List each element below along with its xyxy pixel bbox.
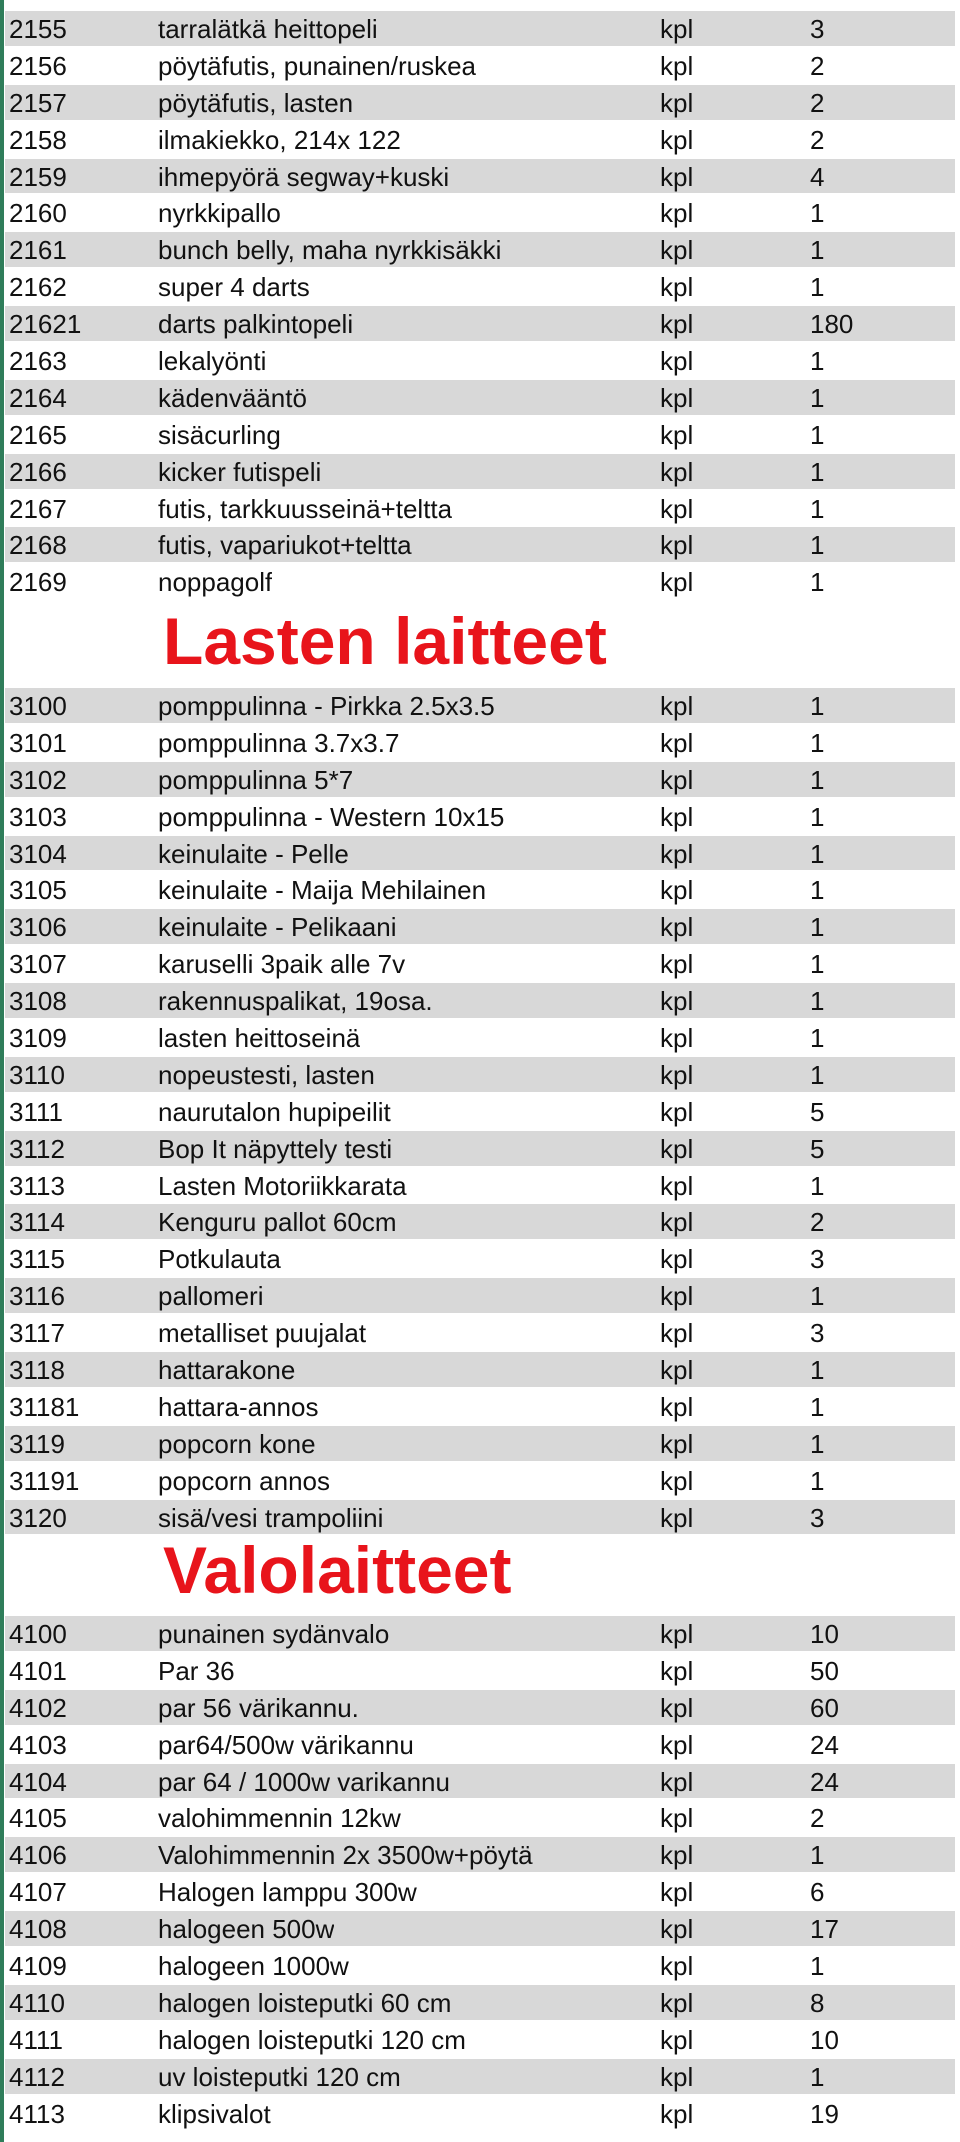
item-unit: kpl	[660, 124, 694, 155]
table-row	[5, 1688, 955, 1725]
item-quantity: 1	[810, 493, 825, 524]
table-row	[5, 1055, 955, 1092]
item-unit: kpl	[660, 949, 694, 980]
table-row	[5, 723, 955, 760]
item-quantity: 5	[810, 1133, 825, 1164]
item-code: 3112	[9, 1133, 65, 1164]
item-unit: kpl	[660, 838, 694, 869]
item-unit: kpl	[660, 1207, 694, 1238]
table-row	[5, 870, 955, 907]
item-quantity: 1	[810, 272, 825, 303]
table-row	[5, 1239, 955, 1276]
table-row	[5, 944, 955, 981]
item-code: 3111	[9, 1096, 63, 1127]
section-valolaitteet	[5, 1614, 955, 2130]
item-quantity: 4	[810, 161, 825, 192]
item-name: rakennuspalikat, 19osa.	[158, 986, 433, 1017]
table-row	[5, 1387, 955, 1424]
item-code: 2164	[9, 382, 67, 413]
item-unit: kpl	[660, 1355, 694, 1386]
item-quantity: 5	[810, 1096, 825, 1127]
item-name: pomppulinna 3.7x3.7	[158, 727, 400, 758]
item-unit: kpl	[660, 1170, 694, 1201]
item-code: 3101	[9, 727, 67, 758]
item-name: lekalyönti	[158, 346, 267, 377]
item-quantity: 1	[810, 1355, 825, 1386]
item-code: 3108	[9, 986, 67, 1017]
item-quantity: 24	[810, 1766, 839, 1797]
table-row	[5, 1461, 955, 1498]
table-row	[5, 1276, 955, 1313]
item-code: 2156	[9, 50, 67, 81]
item-name: Par 36	[158, 1655, 235, 1686]
item-code: 2165	[9, 419, 67, 450]
item-quantity: 1	[810, 530, 825, 561]
item-code: 2163	[9, 346, 67, 377]
item-code: 3120	[9, 1502, 67, 1533]
item-quantity: 8	[810, 1987, 825, 2018]
table-row	[5, 1166, 955, 1203]
item-name: naurutalon hupipeilit	[158, 1096, 391, 1127]
item-code: 3109	[9, 1023, 67, 1054]
item-name: karuselli 3paik alle 7v	[158, 949, 406, 980]
item-unit: kpl	[660, 1096, 694, 1127]
item-unit: kpl	[660, 567, 694, 598]
item-name: hattarakone	[158, 1355, 296, 1386]
item-quantity: 24	[810, 1729, 839, 1760]
item-unit: kpl	[660, 346, 694, 377]
table-row	[5, 1946, 955, 1983]
item-quantity: 1	[810, 986, 825, 1017]
table-row	[5, 1424, 955, 1461]
item-code: 4113	[9, 2098, 65, 2129]
table-row	[5, 760, 955, 797]
table-row	[5, 341, 955, 378]
table-row	[5, 981, 955, 1018]
item-name: pomppulinna - Pirkka 2.5x3.5	[158, 691, 495, 721]
item-unit: kpl	[660, 1803, 694, 1834]
table-row	[5, 1614, 955, 1651]
item-code: 31181	[9, 1391, 80, 1422]
item-quantity: 1	[810, 912, 825, 943]
item-code: 4101	[9, 1655, 67, 1686]
item-quantity: 1	[810, 419, 825, 450]
item-unit: kpl	[660, 2098, 694, 2129]
item-name: hattara-annos	[158, 1391, 319, 1422]
item-code: 3118	[9, 1355, 65, 1386]
item-code: 3102	[9, 764, 67, 795]
item-quantity: 2	[810, 124, 825, 155]
item-code: 3110	[9, 1059, 65, 1090]
item-unit: kpl	[660, 1391, 694, 1422]
section-heading-valolaitteet: Valolaitteet	[163, 1533, 512, 1607]
item-unit: kpl	[660, 1951, 694, 1982]
item-code: 2160	[9, 198, 67, 229]
item-unit: kpl	[660, 727, 694, 758]
item-unit: kpl	[660, 986, 694, 1017]
table-row	[5, 1798, 955, 1835]
item-quantity: 1	[810, 2061, 825, 2092]
table-row	[5, 1835, 955, 1872]
item-name: halogen loisteputki 60 cm	[158, 1987, 452, 2018]
item-name: Bop It näpyttely testi	[158, 1133, 393, 1164]
item-quantity: 1	[810, 1428, 825, 1459]
item-unit: kpl	[660, 1840, 694, 1871]
item-quantity: 1	[810, 801, 825, 832]
section-lasten-laitteet	[5, 686, 955, 1534]
item-name: tarralätkä heittopeli	[158, 14, 378, 44]
item-unit: kpl	[660, 1244, 694, 1275]
table-row	[5, 907, 955, 944]
item-name: keinulaite - Maija Mehilainen	[158, 875, 487, 906]
item-quantity: 180	[810, 309, 854, 340]
item-quantity: 10	[810, 1619, 839, 1649]
item-name: nyrkkipallo	[158, 198, 281, 229]
item-name: par64/500w värikannu	[158, 1729, 414, 1760]
item-code: 3104	[9, 838, 67, 869]
item-unit: kpl	[660, 912, 694, 943]
item-name: kicker futispeli	[158, 456, 322, 487]
table-row	[5, 834, 955, 871]
item-name: nopeustesti, lasten	[158, 1059, 375, 1090]
item-unit: kpl	[660, 198, 694, 229]
item-name: lasten heittoseinä	[158, 1023, 361, 1054]
item-unit: kpl	[660, 235, 694, 266]
table-row	[5, 1202, 955, 1239]
section-games	[5, 9, 955, 599]
item-code: 3103	[9, 801, 67, 832]
item-code: 4112	[9, 2061, 65, 2092]
table-row	[5, 2057, 955, 2094]
item-unit: kpl	[660, 801, 694, 832]
item-name: kädenvääntö	[158, 382, 307, 413]
table-row	[5, 9, 955, 46]
table-row	[5, 1651, 955, 1688]
left-border-rule	[0, 0, 4, 2142]
table-row	[5, 686, 955, 723]
item-code: 4108	[9, 1914, 67, 1945]
item-unit: kpl	[660, 1877, 694, 1908]
item-name: pomppulinna - Western 10x15	[158, 801, 505, 832]
item-unit: kpl	[660, 1692, 694, 1723]
item-quantity: 1	[810, 1951, 825, 1982]
item-unit: kpl	[660, 161, 694, 192]
item-unit: kpl	[660, 14, 694, 44]
section-heading-lasten-laitteet: Lasten laitteet	[163, 604, 607, 678]
item-quantity: 50	[810, 1655, 839, 1686]
item-name: noppagolf	[158, 567, 273, 598]
item-unit: kpl	[660, 1987, 694, 2018]
item-quantity: 1	[810, 1170, 825, 1201]
item-name: keinulaite - Pelle	[158, 838, 349, 869]
item-code: 2159	[9, 161, 67, 192]
table-row	[5, 1983, 955, 2020]
item-quantity: 3	[810, 1318, 825, 1349]
item-name: Valohimmennin 2x 3500w+pöytä	[158, 1840, 533, 1871]
item-code: 4105	[9, 1803, 67, 1834]
table-row	[5, 525, 955, 562]
item-unit: kpl	[660, 1619, 694, 1649]
item-quantity: 1	[810, 838, 825, 869]
item-code: 2166	[9, 456, 67, 487]
item-name: keinulaite - Pelikaani	[158, 912, 397, 943]
item-name: valohimmennin 12kw	[158, 1803, 401, 1834]
item-unit: kpl	[660, 1766, 694, 1797]
table-row	[5, 193, 955, 230]
item-quantity: 1	[810, 1465, 825, 1496]
table-row	[5, 267, 955, 304]
table-row	[5, 2020, 955, 2057]
item-quantity: 1	[810, 1281, 825, 1312]
item-quantity: 1	[810, 875, 825, 906]
item-name: uv loisteputki 120 cm	[158, 2061, 401, 2092]
table-row	[5, 1498, 955, 1535]
item-unit: kpl	[660, 2024, 694, 2055]
item-code: 3116	[9, 1281, 65, 1312]
item-quantity: 1	[810, 1059, 825, 1090]
item-unit: kpl	[660, 1465, 694, 1496]
item-name: popcorn kone	[158, 1428, 316, 1459]
item-code: 4102	[9, 1692, 67, 1723]
item-code: 4100	[9, 1619, 67, 1649]
table-row	[5, 1018, 955, 1055]
item-code: 2155	[9, 14, 67, 44]
item-quantity: 1	[810, 727, 825, 758]
item-unit: kpl	[660, 2061, 694, 2092]
item-unit: kpl	[660, 272, 694, 303]
item-name: pöytäfutis, lasten	[158, 87, 354, 118]
item-unit: kpl	[660, 1428, 694, 1459]
item-name: halogeen 1000w	[158, 1951, 349, 1982]
item-code: 4103	[9, 1729, 67, 1760]
item-code: 3117	[9, 1318, 65, 1349]
item-code: 4109	[9, 1951, 67, 1982]
item-name: super 4 darts	[158, 272, 310, 303]
item-quantity: 3	[810, 14, 825, 44]
item-quantity: 1	[810, 382, 825, 413]
item-unit: kpl	[660, 1133, 694, 1164]
item-code: 2157	[9, 87, 67, 118]
item-name: popcorn annos	[158, 1465, 331, 1496]
item-code: 2158	[9, 124, 67, 155]
item-quantity: 60	[810, 1692, 839, 1723]
item-name: futis, vapariukot+teltta	[158, 530, 412, 561]
item-unit: kpl	[660, 493, 694, 524]
item-name: par 56 värikannu.	[158, 1692, 359, 1723]
item-unit: kpl	[660, 309, 694, 340]
item-quantity: 2	[810, 1803, 825, 1834]
item-code: 4107	[9, 1877, 67, 1908]
item-name: ilmakiekko, 214x 122	[158, 124, 401, 155]
item-code: 3119	[9, 1428, 65, 1459]
item-name: pomppulinna 5*7	[158, 764, 354, 795]
item-code: 3114	[9, 1207, 65, 1238]
item-quantity: 17	[810, 1914, 839, 1945]
table-row	[5, 2094, 955, 2131]
item-name: bunch belly, maha nyrkkisäkki	[158, 235, 502, 266]
item-name: darts palkintopeli	[158, 309, 354, 340]
item-code: 3113	[9, 1170, 65, 1201]
table-row	[5, 46, 955, 83]
table-row	[5, 1725, 955, 1762]
table-row	[5, 378, 955, 415]
item-unit: kpl	[660, 456, 694, 487]
table-row	[5, 452, 955, 489]
item-unit: kpl	[660, 691, 694, 721]
item-quantity: 1	[810, 764, 825, 795]
table-row	[5, 83, 955, 120]
table-row	[5, 1909, 955, 1946]
item-quantity: 1	[810, 235, 825, 266]
item-unit: kpl	[660, 764, 694, 795]
item-unit: kpl	[660, 875, 694, 906]
item-unit: kpl	[660, 1502, 694, 1533]
item-name: ihmepyörä segway+kuski	[158, 161, 450, 192]
item-code: 4110	[9, 1987, 65, 2018]
item-name: par 64 / 1000w varikannu	[158, 1766, 450, 1797]
item-unit: kpl	[660, 419, 694, 450]
table-row	[5, 797, 955, 834]
table-row	[5, 304, 955, 341]
item-unit: kpl	[660, 1655, 694, 1686]
item-name: Kenguru pallot 60cm	[158, 1207, 397, 1238]
table-row	[5, 120, 955, 157]
table-row	[5, 1350, 955, 1387]
item-name: Potkulauta	[158, 1244, 281, 1275]
item-quantity: 1	[810, 456, 825, 487]
item-quantity: 1	[810, 1391, 825, 1422]
item-code: 3107	[9, 949, 67, 980]
item-unit: kpl	[660, 1281, 694, 1312]
item-name: Halogen lamppu 300w	[158, 1877, 417, 1908]
item-quantity: 1	[810, 691, 825, 721]
item-code: 4104	[9, 1766, 67, 1797]
table-row	[5, 562, 955, 599]
item-name: halogeen 500w	[158, 1914, 335, 1945]
item-quantity: 3	[810, 1244, 825, 1275]
table-row	[5, 415, 955, 452]
item-name: punainen sydänvalo	[158, 1619, 390, 1649]
item-code: 2167	[9, 493, 67, 524]
item-code: 3100	[9, 691, 67, 721]
item-unit: kpl	[660, 1318, 694, 1349]
item-name: sisä/vesi trampoliini	[158, 1502, 384, 1533]
item-quantity: 3	[810, 1502, 825, 1533]
item-unit: kpl	[660, 530, 694, 561]
table-row	[5, 1129, 955, 1166]
item-name: sisäcurling	[158, 419, 281, 450]
item-quantity: 2	[810, 50, 825, 81]
table-row	[5, 230, 955, 267]
table-row	[5, 157, 955, 194]
item-quantity: 2	[810, 1207, 825, 1238]
item-unit: kpl	[660, 1059, 694, 1090]
item-code: 4111	[9, 2024, 63, 2055]
item-quantity: 1	[810, 567, 825, 598]
item-code: 2161	[9, 235, 67, 266]
item-quantity: 1	[810, 949, 825, 980]
item-code: 3115	[9, 1244, 65, 1275]
item-unit: kpl	[660, 50, 694, 81]
item-name: pallomeri	[158, 1281, 264, 1312]
item-quantity: 1	[810, 1840, 825, 1871]
item-code: 2168	[9, 530, 67, 561]
item-quantity: 1	[810, 198, 825, 229]
item-name: klipsivalot	[158, 2098, 271, 2129]
item-code: 3105	[9, 875, 67, 906]
item-quantity: 1	[810, 1023, 825, 1054]
table-row	[5, 489, 955, 526]
table-row	[5, 1762, 955, 1799]
item-name: pöytäfutis, punainen/ruskea	[158, 50, 476, 81]
item-name: futis, tarkkuusseinä+teltta	[158, 493, 453, 524]
item-quantity: 10	[810, 2024, 839, 2055]
item-quantity: 1	[810, 346, 825, 377]
item-quantity: 19	[810, 2098, 839, 2129]
table-row	[5, 1872, 955, 1909]
item-unit: kpl	[660, 1023, 694, 1054]
item-name: Lasten Motoriikkarata	[158, 1170, 407, 1201]
item-code: 31191	[9, 1465, 80, 1496]
item-unit: kpl	[660, 382, 694, 413]
table-row	[5, 1313, 955, 1350]
item-code: 2162	[9, 272, 67, 303]
table-row	[5, 1092, 955, 1129]
item-quantity: 6	[810, 1877, 825, 1908]
item-unit: kpl	[660, 1729, 694, 1760]
item-quantity: 2	[810, 87, 825, 118]
item-unit: kpl	[660, 1914, 694, 1945]
item-unit: kpl	[660, 87, 694, 118]
item-code: 2169	[9, 567, 67, 598]
item-code: 21621	[9, 309, 82, 340]
item-name: halogen loisteputki 120 cm	[158, 2024, 466, 2055]
item-name: metalliset puujalat	[158, 1318, 367, 1349]
item-code: 4106	[9, 1840, 67, 1871]
item-code: 3106	[9, 912, 67, 943]
